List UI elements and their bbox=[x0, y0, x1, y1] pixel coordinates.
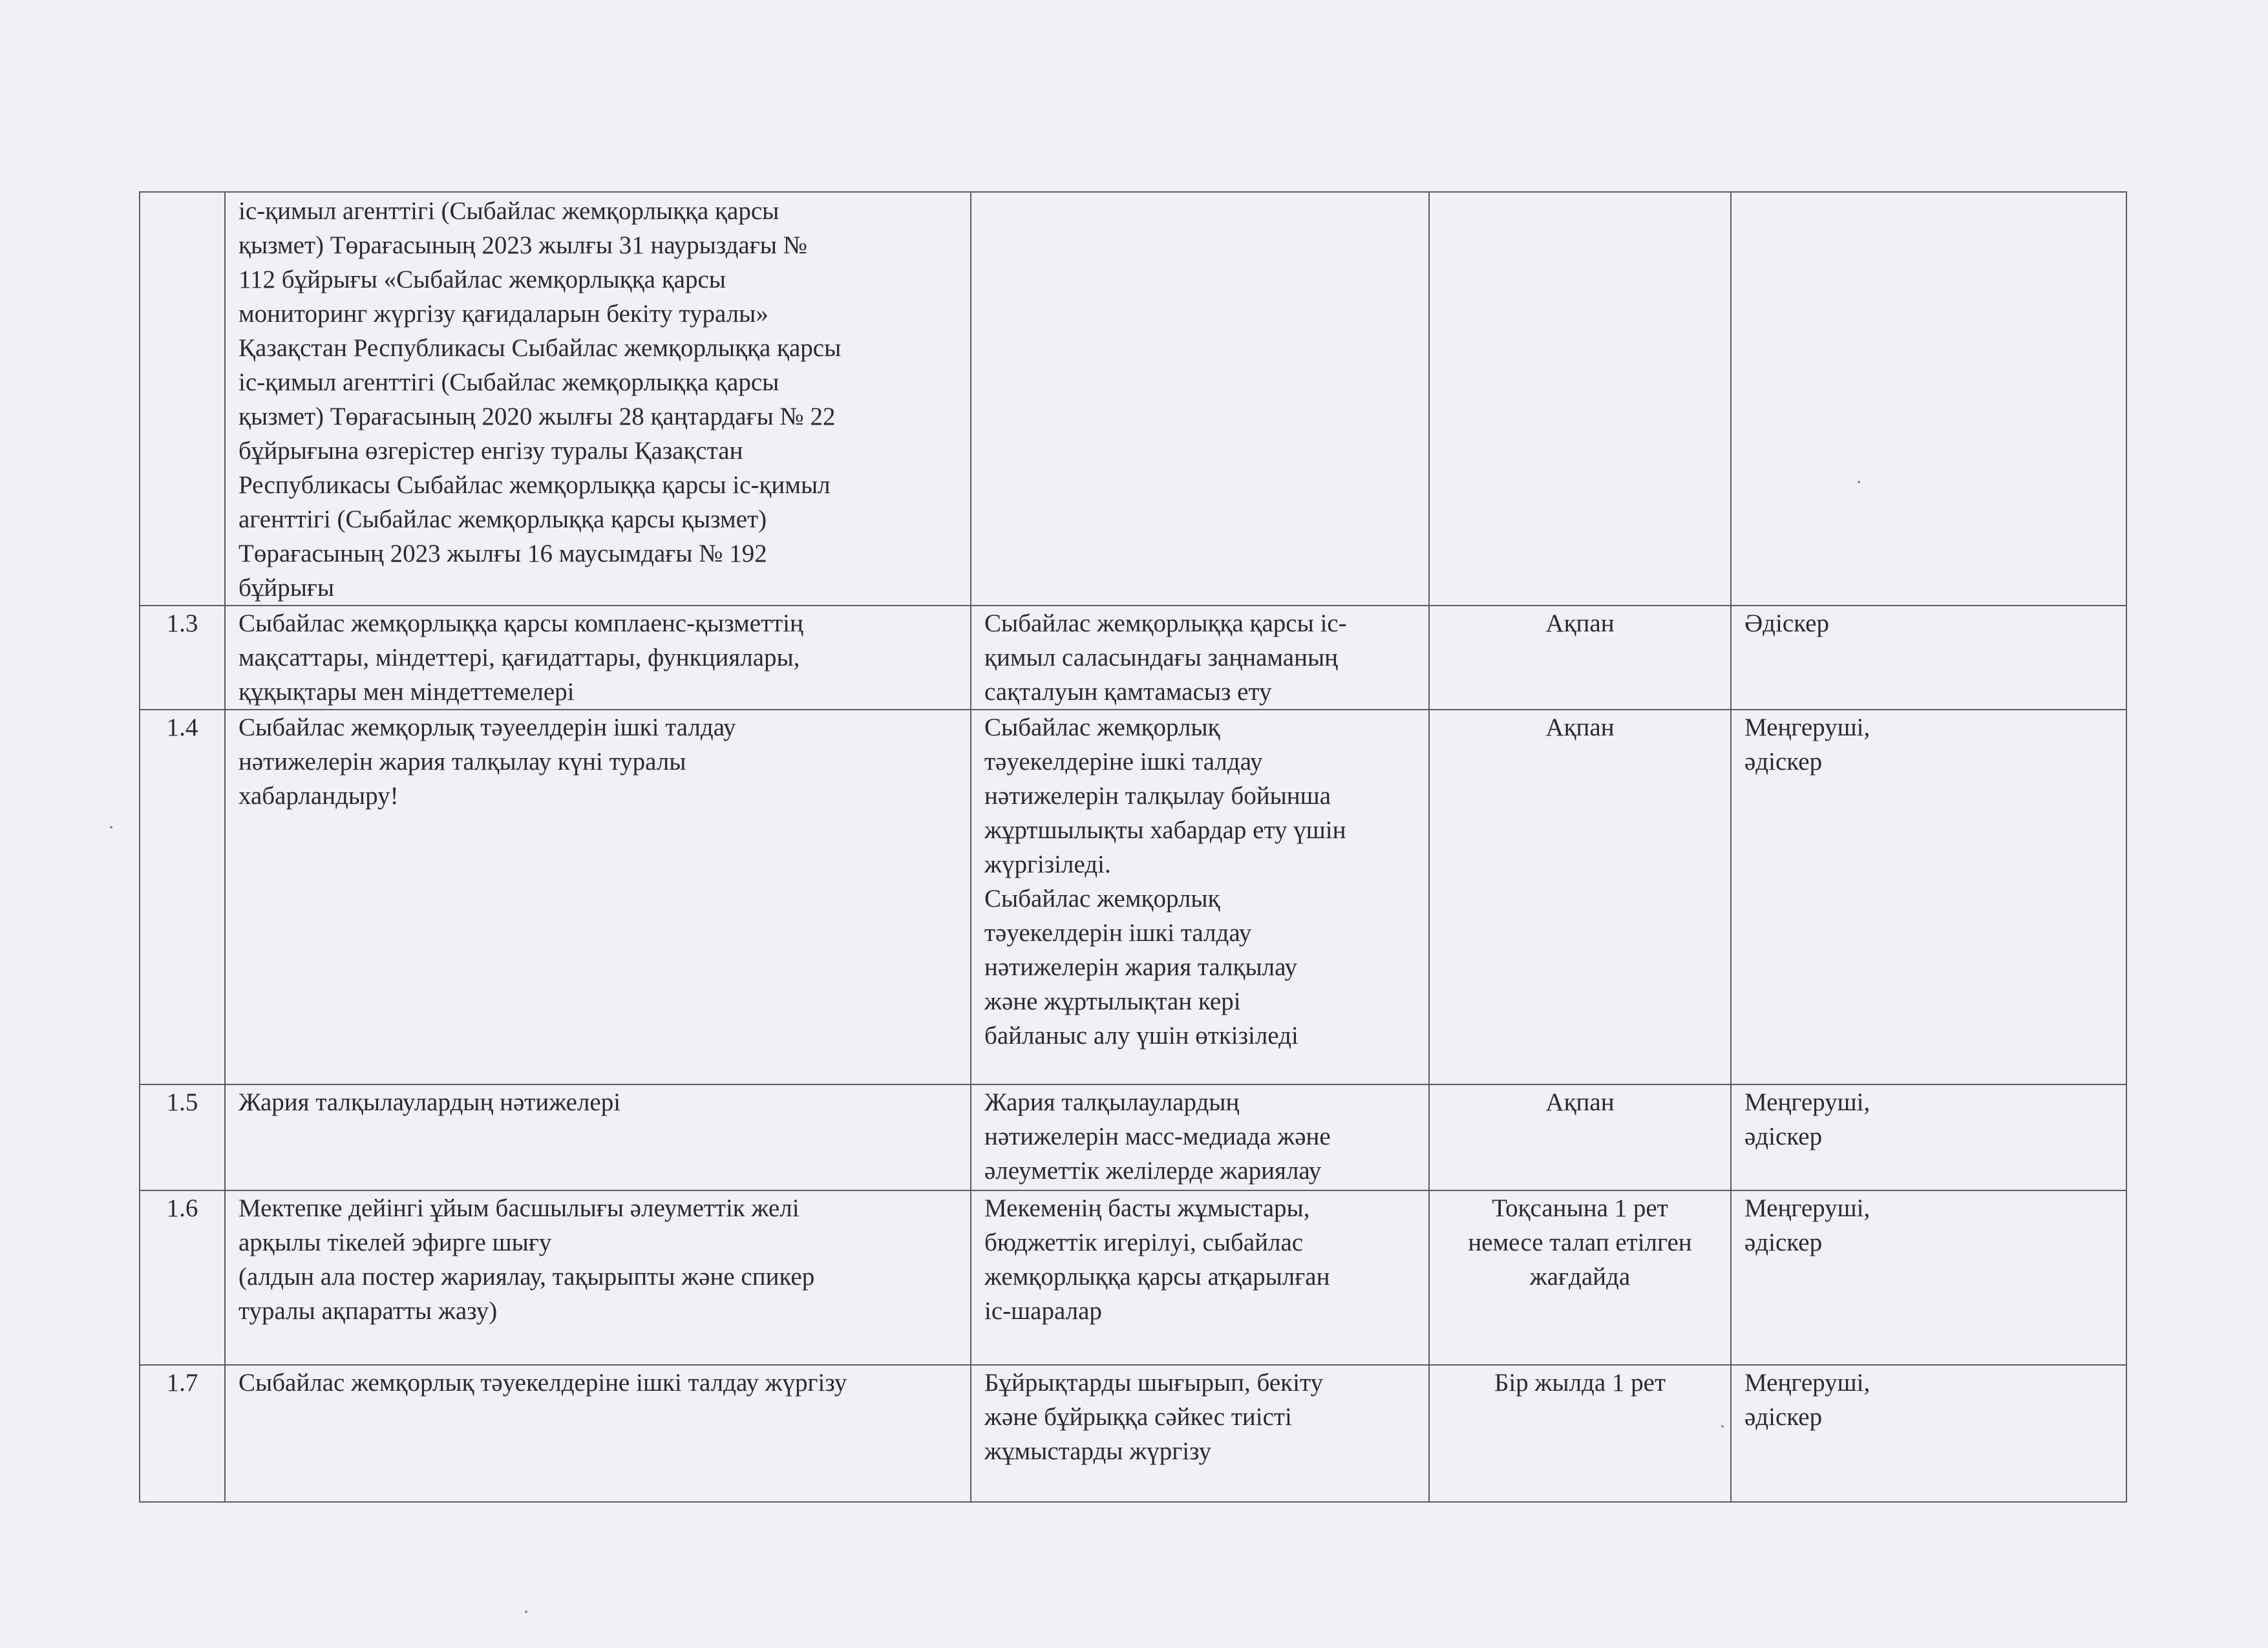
table-row bbox=[140, 192, 2126, 606]
activity-cell: Жария талқылаулардың нәтижелері bbox=[225, 1084, 971, 1190]
deadline-cell: Ақпан bbox=[1429, 710, 1731, 1084]
activity-cell: Сыбайлас жемқорлық тәуекелдеріне ішкі талдау жүргізу bbox=[225, 1365, 971, 1502]
row-number: 1.4 bbox=[140, 710, 225, 1084]
responsible-cell bbox=[1731, 192, 2126, 606]
responsible-cell: Әдіскер bbox=[1731, 606, 2126, 710]
result-cell: Сыбайлас жемқорлық тәуекелдеріне ішкі талдау нәтижелерін талқылау бойынша жұртшылықты хабардар ету үшін жүргізіледі. Сыбайлас жемқорлық тәуекелдерін ішкі талдау нәтижелерін жария талқылау және жұртылықтан кері байланыс алу үшін өткізіледі bbox=[971, 710, 1429, 1084]
row-number bbox=[140, 192, 225, 606]
result-cell bbox=[971, 192, 1429, 606]
responsible-cell: Меңгеруші, әдіскер bbox=[1731, 1365, 2126, 1502]
responsible-cell: Меңгеруші, әдіскер bbox=[1731, 1190, 2126, 1365]
anti-corruption-plan-table bbox=[139, 191, 2127, 1503]
activity-cell: Сыбайлас жемқорлық тәуеелдерін ішкі талдау нәтижелерін жария талқылау күні туралы хабарландыру! bbox=[225, 710, 971, 1084]
result-cell: Бұйрықтарды шығырып, бекіту және бұйрыққа сәйкес тиісті жұмыстарды жүргізу bbox=[971, 1365, 1429, 1502]
scan-speck bbox=[525, 1611, 527, 1613]
table-row bbox=[140, 710, 2126, 1084]
deadline-cell: Ақпан bbox=[1429, 606, 1731, 710]
result-cell: Мекеменің басты жұмыстары, бюджеттік игерілуі, сыбайлас жемқорлыққа қарсы атқарылған іс-шаралар bbox=[971, 1190, 1429, 1365]
activity-cell: Мектепке дейінгі ұйым басшылығы әлеуметтік желі арқылы тікелей эфирге шығу (алдын ала постер жариялау, тақырыпты және спикер туралы ақпаратты жазу) bbox=[225, 1190, 971, 1365]
row-number: 1.5 bbox=[140, 1084, 225, 1190]
result-cell: Сыбайлас жемқорлыққа қарсы іс- қимыл саласындағы заңнаманың сақталуын қамтамасыз ету bbox=[971, 606, 1429, 710]
table-row bbox=[140, 1190, 2126, 1365]
row-number: 1.3 bbox=[140, 606, 225, 710]
table-row bbox=[140, 1365, 2126, 1502]
deadline-cell: Тоқсанына 1 рет немесе талап етілген жағдайда bbox=[1429, 1190, 1731, 1365]
result-cell: Жария талқылаулардың нәтижелерін масс-медиада және әлеуметтік желілерде жариялау bbox=[971, 1084, 1429, 1190]
scan-speck bbox=[1721, 1425, 1724, 1428]
deadline-cell bbox=[1429, 192, 1731, 606]
scan-speck bbox=[110, 826, 112, 829]
deadline-cell: Ақпан bbox=[1429, 1084, 1731, 1190]
table-row bbox=[140, 1084, 2126, 1190]
responsible-cell: Меңгеруші, әдіскер bbox=[1731, 1084, 2126, 1190]
responsible-cell: Меңгеруші, әдіскер bbox=[1731, 710, 2126, 1084]
table-row bbox=[140, 606, 2126, 710]
row-number: 1.6 bbox=[140, 1190, 225, 1365]
deadline-cell: Бір жылда 1 рет bbox=[1429, 1365, 1731, 1502]
activity-cell: Сыбайлас жемқорлыққа қарсы комплаенс-қызметтің мақсаттары, міндеттері, қағидаттары, функциялары, құқықтары мен міндеттемелері bbox=[225, 606, 971, 710]
activity-cell: іс-қимыл агенттігі (Сыбайлас жемқорлыққа қарсы қызмет) Төрағасының 2023 жылғы 31 наурыздағы № 112 бұйрығы «Сыбайлас жемқорлыққа қарсы мониторинг жүргізу қағидаларын бекіту туралы» Қазақстан Республикасы Сыбайлас жемқорлыққа қарсы іс-қимыл агенттігі (Сыбайлас жемқорлыққа қарсы қызмет) Төрағасының 2020 жылғы 28 қаңтардағы № 22 бұйрығына өзгерістер енгізу туралы Қазақстан Республикасы Сыбайлас жемқорлыққа қарсы іс-қимыл агенттігі (Сыбайлас жемқорлыққа қарсы қызмет) Төрағасының 2023 жылғы 16 маусымдағы № 192 бұйрығы bbox=[225, 192, 971, 606]
scan-speck bbox=[1858, 481, 1860, 483]
row-number: 1.7 bbox=[140, 1365, 225, 1502]
